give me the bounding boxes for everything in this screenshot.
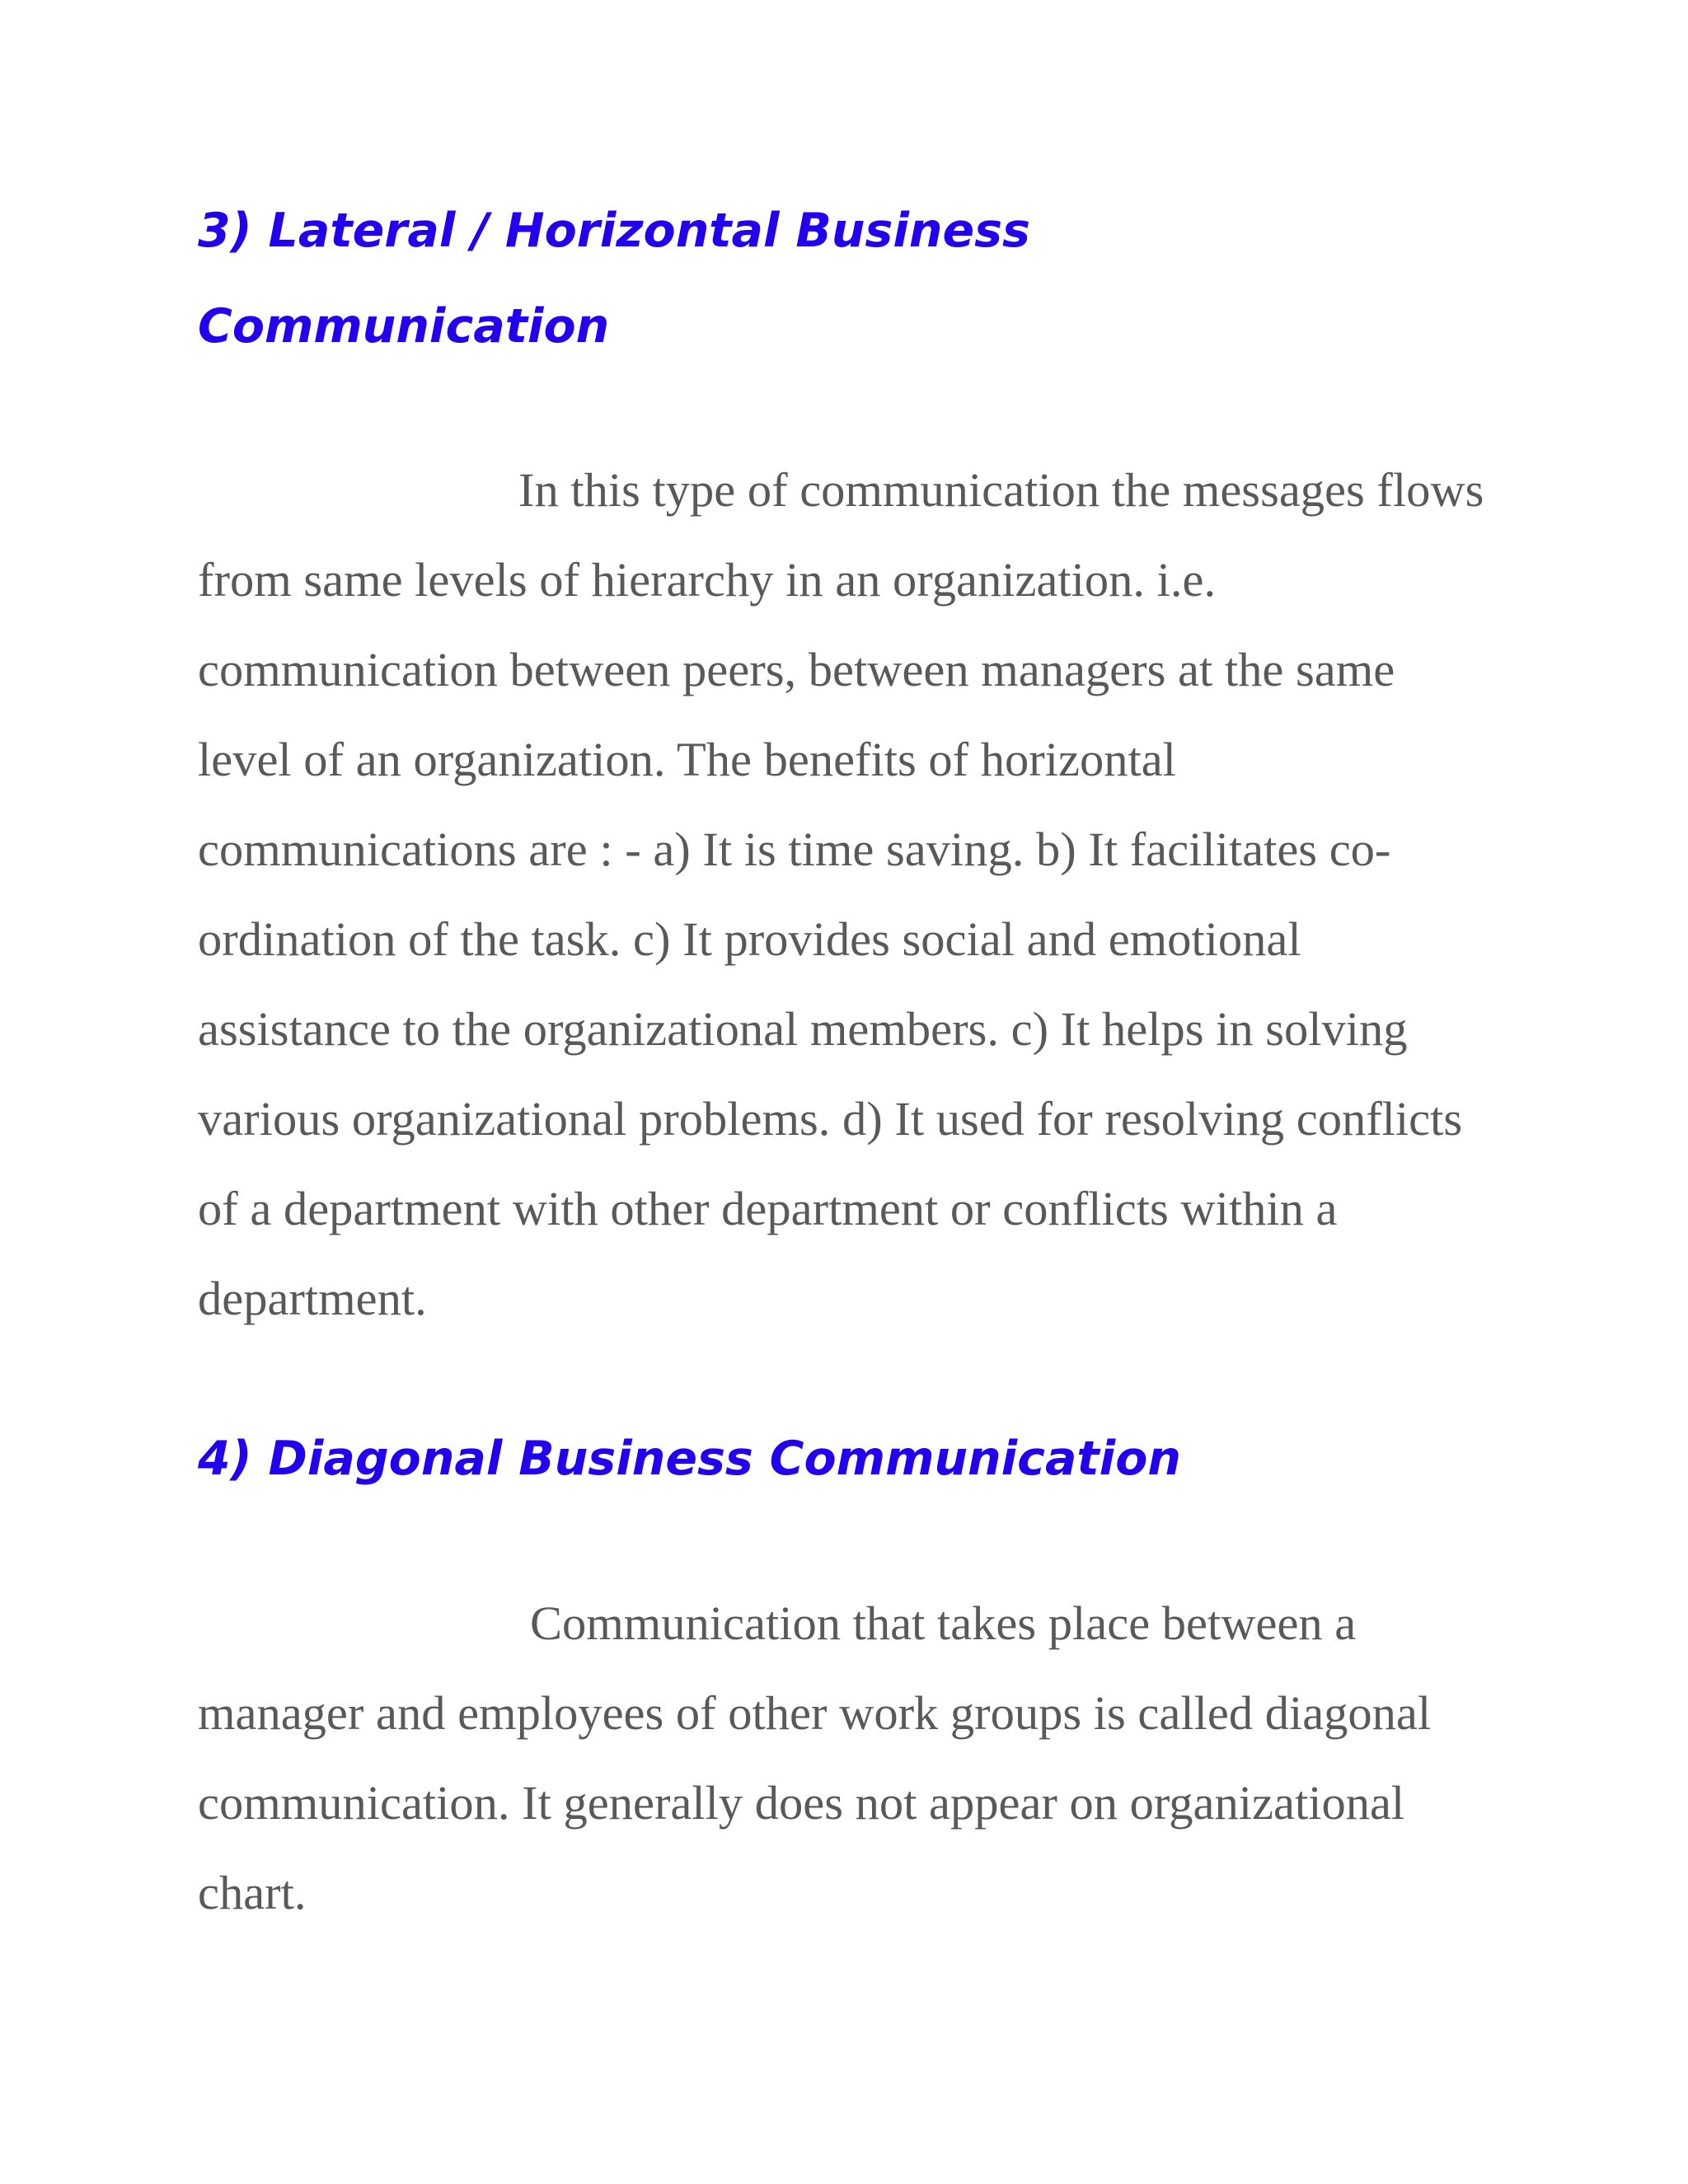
section-heading-diagonal: 4) Diagonal Business Communication [198,1432,1181,1486]
section-heading-lateral-horizontal: 3) Lateral / Horizontal Business Communication [198,204,1030,354]
section-paragraph-lateral-horizontal [198,445,1496,1343]
paragraph-text: In this type of communication the messages flows from same levels of hierarchy in an organization. i.e. communication between peers, between managers at the same level of an organization. The benefits of horizontal communications are : - a) It is time saving. b) It facilitates co-ordination of the task. c) It provides social and emotional assistance to the organizational members. c) It helps in solving various organizational problems. d) It used for resolving conflicts of a department with other department or conflicts within a department. [198,463,1484,1325]
section-paragraph-diagonal [198,1578,1496,1938]
paragraph-text: Communication that takes place between a manager and employees of other work groups is called diagonal communication. It generally does not appear on organizational chart. [198,1596,1432,1919]
